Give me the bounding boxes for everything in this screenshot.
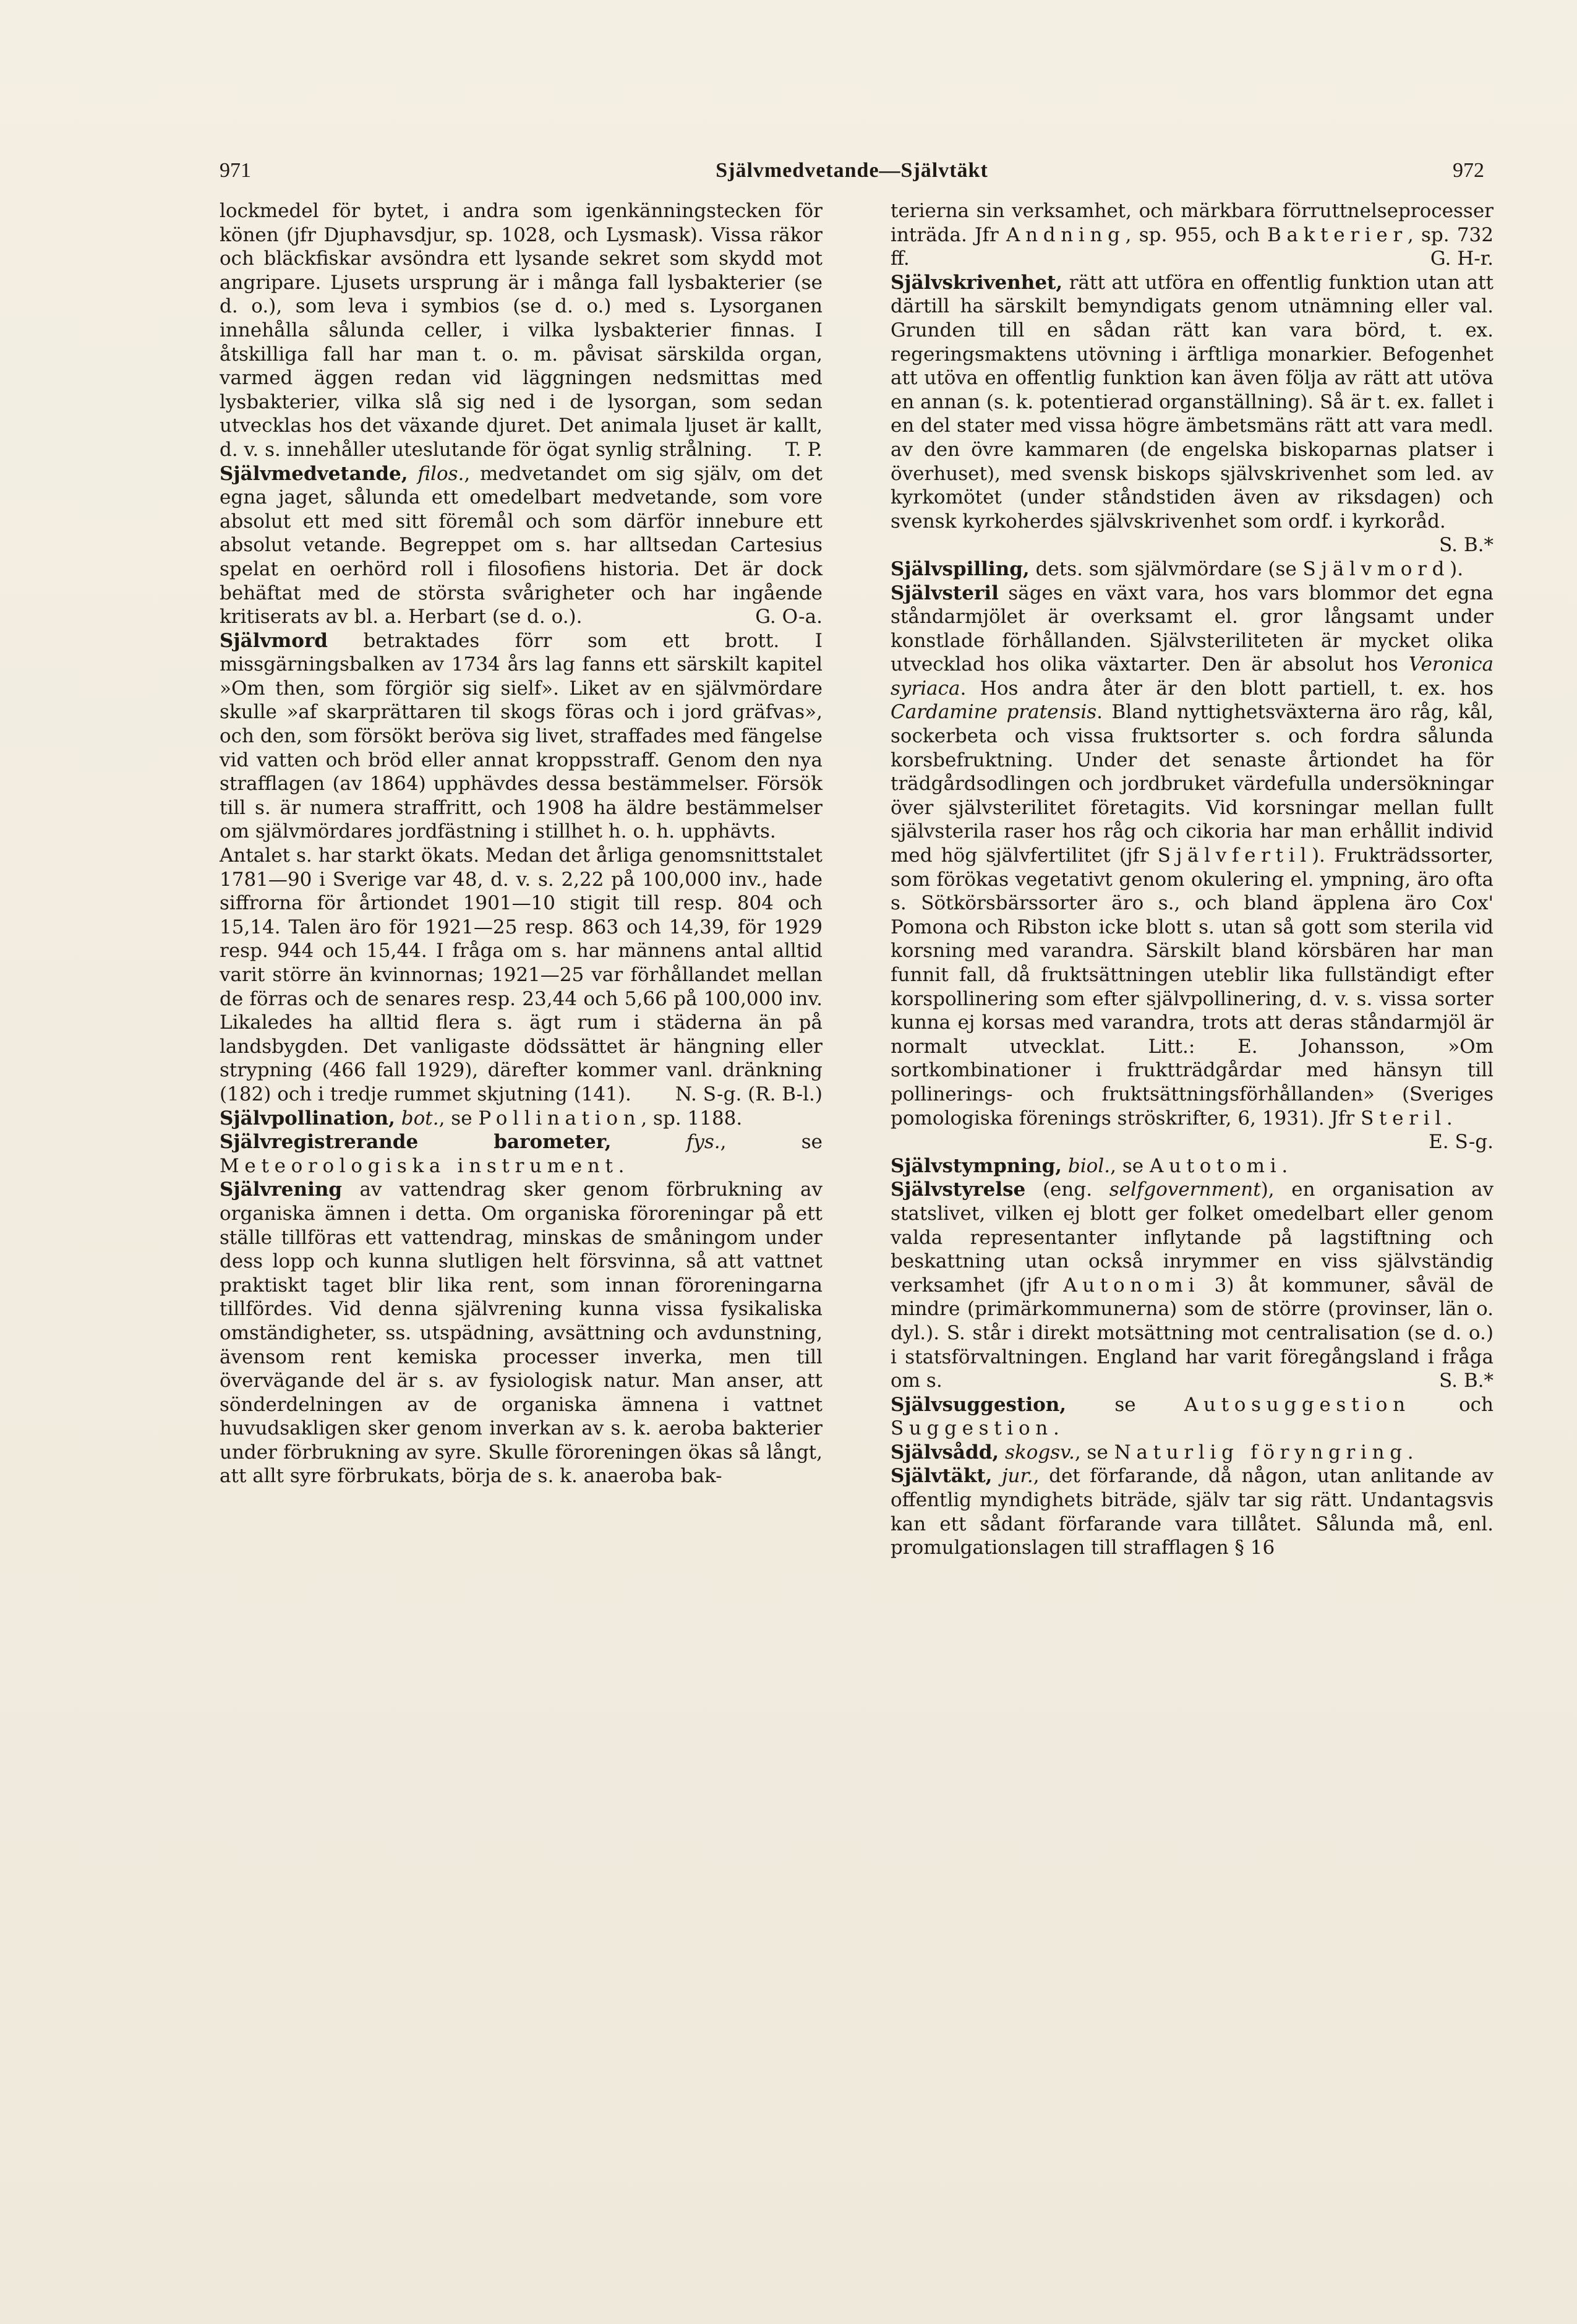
running-head: Självmedvetande—Självtäkt bbox=[716, 159, 988, 182]
cross-reference: Autonomi bbox=[1063, 1274, 1200, 1297]
foreign-term: selfgovernment bbox=[1109, 1178, 1261, 1201]
entry-headword: Självstympning, bbox=[891, 1154, 1062, 1177]
entry-sjalvmedvetande bbox=[220, 462, 823, 629]
entry-headword: Självspilling, bbox=[891, 557, 1030, 580]
entry-text: , se bbox=[1074, 1441, 1108, 1464]
cross-reference: Bakterier bbox=[1267, 223, 1408, 246]
entry-text: terierna sin verksamhet, och märkbara förruttnelseprocesser inträda. Jfr bbox=[891, 200, 1494, 246]
entry-text: dets. som självmördare (se bbox=[1029, 557, 1297, 580]
cross-reference: Pollination bbox=[478, 1107, 641, 1130]
cross-reference: Andning bbox=[1006, 223, 1126, 246]
entry-text: , sp. 732 ff. bbox=[891, 223, 1494, 270]
entry-text: , det förfarande, då någon, utan anlitande av offentlig myndighets biträde, själv tar sig rätt. Undantagsvis kan ett sådant förfarande vara tillåtet. Sålunda må, enl. promulgationslagen till strafflagen § 16 bbox=[891, 1465, 1494, 1559]
entry-headword: Självmedvetande, bbox=[220, 462, 408, 485]
cross-reference: Autosuggestion bbox=[1184, 1393, 1411, 1416]
entry-text: ). Frukträdssorter, som förökas vegetativt genom okulering el. ympning, äro ofta s. Sötkörsbärssorter äro s., och bland äpplena äro Cox' Pomona och Ribston icke blott s. utan så gott som sterila vid korsning med varandra. Särskilt bland körsbären har man funnit fall, då fruktsättningen uteblir lika fullständigt efter korspollinering som efter självpollinering, d. v. s. vissa sorter kunna ej korsas med varandra, trots att deras ståndarmjöl är normalt utvecklat. Litt.: E. Johansson, »Om sortkombinationer i fruktträdgårdar med hänsyn till pollinerings- och fruktsättningsförhållanden» (Sveriges pomologiska förenings ströskrifter, 6, 1931). Jfr bbox=[891, 844, 1494, 1130]
entry-field-label: fys. bbox=[686, 1131, 720, 1154]
entry-headword: Självstyrelse bbox=[891, 1178, 1026, 1201]
author-signature: E. S-g. bbox=[1429, 1131, 1494, 1154]
entry-lysmask-continuation bbox=[220, 199, 823, 462]
entry-sjalvrening bbox=[220, 1178, 823, 1488]
entry-text: ). bbox=[1450, 557, 1464, 580]
page-number-left: 971 bbox=[220, 159, 251, 182]
entry-sjalvpollination bbox=[220, 1107, 823, 1131]
entry-text: . bbox=[1407, 1441, 1414, 1464]
entry-sjalvspilling bbox=[891, 557, 1494, 581]
cross-reference: Suggestion bbox=[891, 1417, 1053, 1440]
entry-sjalvsteril bbox=[891, 581, 1494, 1154]
entry-headword: Självsådd, bbox=[891, 1441, 999, 1464]
entry-field-label: filos. bbox=[417, 462, 464, 485]
entry-sjalvstyrelse bbox=[891, 1178, 1494, 1392]
author-signature: G. O-a. bbox=[755, 606, 823, 628]
author-signature: N. S-g. (R. B-l.) bbox=[675, 1083, 823, 1105]
entry-sjalvskrivenhet bbox=[891, 271, 1494, 557]
entry-sjalvsadd bbox=[891, 1441, 1494, 1465]
right-column bbox=[891, 199, 1494, 1560]
entry-sjalvmord-statistics bbox=[220, 844, 823, 1107]
entry-sjalvmord bbox=[220, 629, 823, 844]
entry-text: Antalet s. har starkt ökats. Medan det årliga genomsnittstalet 1781—90 i Sverige var 48, d. v. s. 2,22 på 100,000 inv., hade siffrorna för årtiondet 1901—10 stigit till resp. 804 och 15,14. Talen äro för 1921—25 resp. 863 och 14,39, för 1929 resp. 944 och 15,44. I fråga om s. har männens antal alltid varit större än kvinnornas; 1921—25 var förhållandet mellan de förras och de senares resp. 23,44 och 5,66 på 100,000 inv. Likaledes ha alltid flera s. ägt rum i städerna än på landsbygden. Det vanligaste dödssättet är hängning eller strypning (466 fall 1929), därefter kommer vanl. dränkning (182) och i tredje rummet skjutning (141). bbox=[220, 844, 823, 1105]
entry-text: ), en organisation av statslivet, vilken ej blott ger folket omedelbart eller genom valda representanter inflytande på lagstiftning och beskattning utan också inrymmer en viss självständig verksamhet (jfr bbox=[891, 1178, 1494, 1297]
cross-reference: Självfertil bbox=[1157, 844, 1312, 867]
left-column bbox=[220, 199, 823, 1488]
entry-text: , sp. 1188. bbox=[641, 1107, 743, 1130]
entry-text: . Hos andra åter är den blott partiell, t. ex. hos bbox=[960, 677, 1494, 700]
entry-text: , se bbox=[1110, 1154, 1144, 1177]
entry-headword: Självpollination, bbox=[220, 1107, 395, 1130]
page-header bbox=[220, 155, 1484, 187]
entry-text: 3) åt kommuner, såväl de mindre (primärkommunerna) som de större (provinser, län o. dyl.). S. står i direkt motsättning mot centralisation (se d. o.) i statsförvaltningen. England har varit föregångsland i fråga om s. bbox=[891, 1274, 1494, 1392]
entry-field-label: biol. bbox=[1067, 1154, 1111, 1177]
entry-sjalvtakt bbox=[891, 1464, 1494, 1559]
entry-text: . bbox=[1053, 1417, 1059, 1440]
entry-text: , medvetandet om sig själv, om det egna jaget, sålunda ett omedelbart medvetande, som vore absolut ett med sitt föremål och som därför innebure ett absolut vetande. Begreppet om s. har alltsedan Cartesius spelat en oerhörd roll i filosofiens historia. Det är dock behäftat med de största svårigheter och har ingående kritiserats av bl. a. Herbart (se d. o.). bbox=[220, 462, 823, 628]
species-name: Veronica syriaca bbox=[891, 653, 1494, 700]
cross-reference: Meteorologiska instrument bbox=[220, 1154, 618, 1177]
entry-field-label: bot. bbox=[401, 1107, 439, 1130]
author-signature: T. P. bbox=[785, 438, 823, 461]
entry-text: säges en växt vara, hos vars blommor det egna ståndarmjölet är overksamt el. gror långsamt under konstlade förhållanden. Självsteriliteten är mycket olika utvecklad hos olika växtarter. Den är absolut hos bbox=[891, 581, 1494, 676]
cross-reference: Naturlig föryngring bbox=[1114, 1441, 1408, 1464]
author-signature: G. H-r. bbox=[1430, 247, 1494, 270]
entry-field-label: skogsv. bbox=[1005, 1441, 1075, 1464]
entry-text: . Bland nyttighetsväxterna äro råg, kål, sockerbeta och vissa fruktsorter s. och fordra sålunda korsbefruktning. Under det senaste årtiondet ha för trädgårdsodlingen och jordbruket värdefulla undersökningar över självsterilitet företagits. Vid korsningar mellan fullt självsterila raser hos råg och cikoria har man erhållit individ med hög självfertilitet (jfr bbox=[891, 701, 1494, 867]
entry-text: och bbox=[1410, 1393, 1494, 1416]
entry-headword: Självregistrerande barometer, bbox=[220, 1131, 612, 1154]
entry-headword: Självmord bbox=[220, 629, 328, 652]
entry-text: (eng. bbox=[1025, 1178, 1093, 1201]
entry-field-label: jur. bbox=[1001, 1465, 1033, 1488]
entry-text: , se bbox=[438, 1107, 472, 1130]
entry-sjalvsuggestion bbox=[891, 1393, 1494, 1441]
entry-text: av vattendrag sker genom förbrukning av organiska ämnen i detta. Om organiska föroreningar på ett ställe tillföras ett vattendrag, minskas de småningom under dess lopp och kunna slutligen helt försvinna, så att vattnet praktiskt taget blir lika rent, som innan föroreningarna tillfördes. Vid denna självrening kunna vissa fysikaliska omständigheter, ss. utspädning, avsättning och avdunstning, ävensom rent kemiska processer inverka, men till övervägande del är s. av fysiologisk natur. Man anser, att sönderdelningen av de organiska ämnena i vattnet huvudsakligen sker genom inverkan av s. k. aeroba bakterier under förbrukning av syre. Skulle föroreningen ökas så långt, att allt syre förbrukats, börja de s. k. anaeroba bak- bbox=[220, 1178, 823, 1488]
entry-text: , se bbox=[720, 1131, 823, 1154]
entry-headword: Självskrivenhet, bbox=[891, 271, 1063, 294]
cross-reference: Autotomi bbox=[1149, 1154, 1282, 1177]
entry-headword: Självtäkt, bbox=[891, 1465, 993, 1488]
entry-headword: Självrening bbox=[220, 1178, 343, 1201]
entry-text: rätt att utföra en offentlig funktion utan att därtill ha särskilt bemyndigats genom utnämning eller val. Grunden till en sådan rätt kan vara börd, t. ex. regeringsmaktens utövning i ärftliga monarkier. Befogenhet att utöva en offentlig funktion kan även följa av rätt att utöva en annan (s. k. potentierad organställning). Så är t. ex. fallet i en del stater med vissa högre ämbetsmäns rätt att vara medl. av den övre kammaren (de engelska biskoparnas platser i överhuset), med svensk biskops självskrivenhet som led. av kyrkomötet (under ståndstiden även av riksdagen) och svensk kyrkoherdes självskrivenhet som ordf. i kyrkoråd. bbox=[891, 271, 1494, 533]
page-number-right: 972 bbox=[1453, 159, 1484, 182]
entry-text: , sp. 955, och bbox=[1125, 223, 1260, 246]
entry-text: . bbox=[1281, 1154, 1288, 1177]
entry-headword: Självsuggestion, bbox=[891, 1393, 1067, 1416]
cross-reference: Steril bbox=[1361, 1107, 1447, 1130]
entry-sjalvrening-continuation bbox=[891, 199, 1494, 271]
author-signature: S. B.* bbox=[1439, 534, 1494, 557]
entry-sjalvregistrerande-barometer bbox=[220, 1130, 823, 1178]
entry-headword: Självsteril bbox=[891, 581, 999, 604]
cross-reference: Självmord bbox=[1302, 557, 1450, 580]
entry-text: . bbox=[1446, 1107, 1453, 1130]
entry-text: . bbox=[618, 1154, 625, 1177]
entry-text: lockmedel för bytet, i andra som igenkänningstecken för könen (jfr Djuphavsdjur, sp. 1028, och Lysmask). Vissa räkor och bläckfiskar avsöndra ett lysande sekret som skydd mot angripare. Ljusets ursprung är i många fall lysbakterier (se d. o.), som leva i symbios (se d. o.) med s. Lysorganen innehålla sålunda celler, i vilka lysbakterier finnas. I åtskilliga fall har man t. o. m. påvisat särskilda organ, varmed äggen redan vid läggningen nedsmittas med lysbakterier, vilka slå sig ned i de lysorgan, som sedan utvecklas hos det växande djuret. Det animala ljuset är kallt, d. v. s. innehåller uteslutande för ögat synlig strålning. bbox=[220, 200, 823, 461]
entry-sjalvstympning bbox=[891, 1154, 1494, 1178]
entry-text: betraktades förr som ett brott. I missgärningsbalken av 1734 års lag fanns ett särskilt kapitel »Om then, som förgiör sig sielf». Liket av en självmördare skulle »af skarprättaren til skogs föras och i jord gräfvas», och den, som försökt beröva sig livet, straffades med fängelse vid vatten och bröd eller annat kroppsstraff. Genom den nya strafflagen (av 1864) upphävdes dessa bestämmelser. Försök till s. är numera straffritt, och 1908 ha äldre bestämmelser om självmördares jordfästning i stillhet h. o. h. upphävts. bbox=[220, 629, 823, 843]
entry-text: se bbox=[1066, 1393, 1136, 1416]
species-name: Cardamine pratensis bbox=[891, 701, 1097, 724]
author-signature: S. B.* bbox=[1439, 1370, 1494, 1392]
